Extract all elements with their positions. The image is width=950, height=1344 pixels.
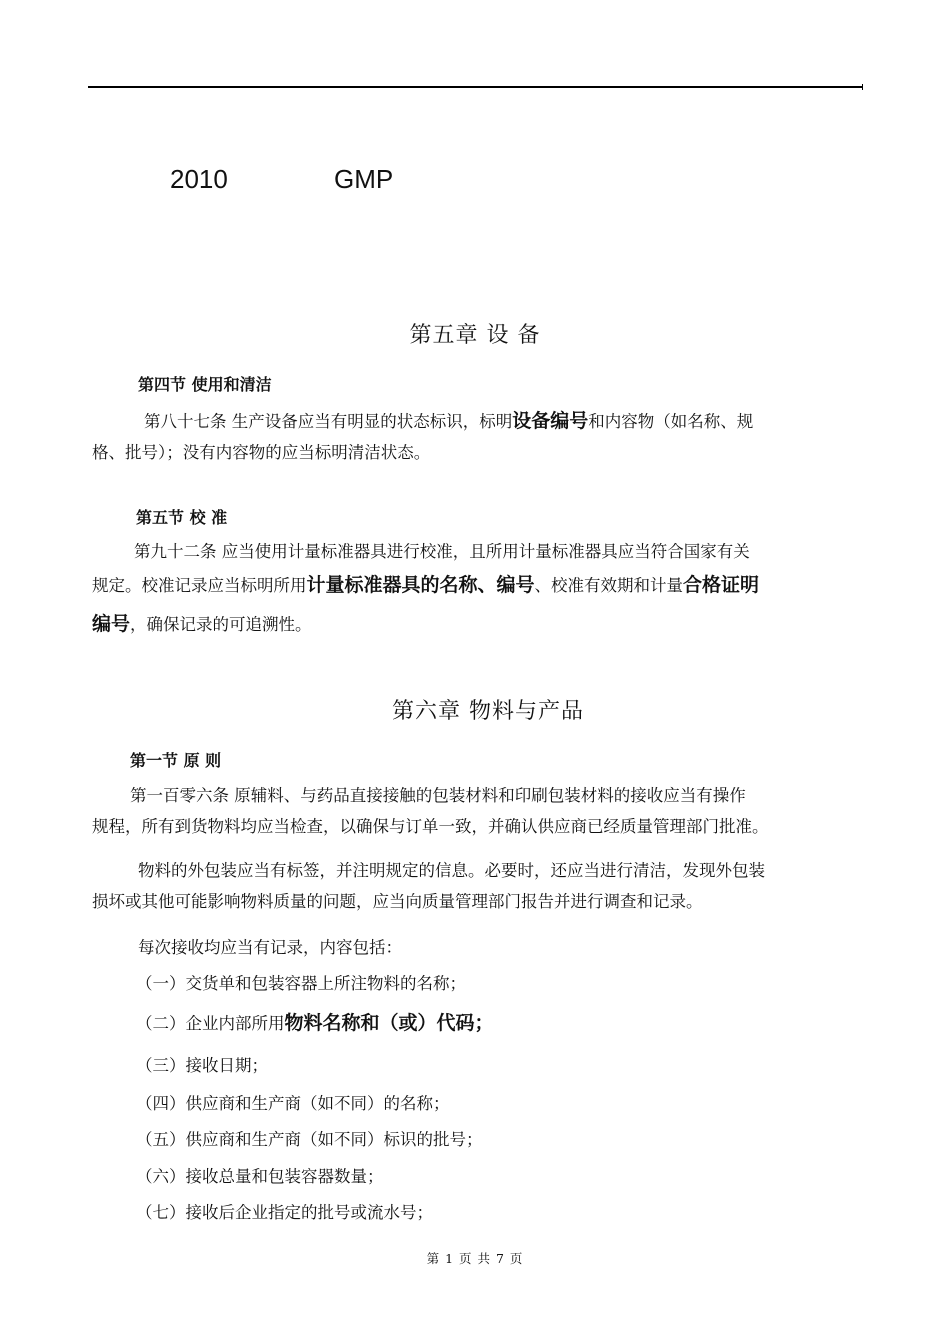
article-92-emphasis-1: 计量标准器具的名称、编号: [306, 574, 535, 596]
list-item: （一）交货单和包装容器上所注物料的名称；: [136, 974, 466, 993]
list-item: （七）接收后企业指定的批号或流水号；: [136, 1203, 433, 1222]
article-92-emphasis-3: 编号: [92, 613, 131, 635]
chapter6-title: 第六章 物料与产品: [392, 699, 584, 724]
list-item: （六）接收总量和包装容器数量；: [136, 1167, 384, 1186]
chapter5-section5-title: 第五节 校 准: [136, 508, 228, 527]
header-rule-tick: [862, 84, 863, 90]
article-92-text-a: 规定。校准记录应当标明所用: [92, 576, 307, 595]
header-rule: [88, 86, 862, 88]
article-87-text-b: 和内容物（如名称、规: [588, 412, 754, 431]
outer-packaging-line2: 损坏或其他可能影响物料质量的问题，应当向质量管理部门报告并进行调查和记录。: [92, 892, 703, 911]
article-92-emphasis-2: 合格证明: [683, 574, 760, 596]
article-92: [92, 536, 862, 645]
article-87-emphasis: 设备编号: [512, 410, 589, 432]
list-item-text: （二）企业内部所用: [136, 1014, 285, 1033]
paragraph-receipt-record: 每次接收均应当有记录，内容包括：: [138, 938, 402, 957]
header-code: GMP: [334, 164, 394, 194]
chapter5-section4-title: 第四节 使用和清洁: [138, 375, 272, 394]
article-106: [92, 780, 862, 842]
list-item: （三）接收日期；: [136, 1056, 268, 1075]
paragraph-outer-packaging: [92, 855, 862, 917]
article-87-line2: 格、批号）；没有内容物的应当标明清洁状态。: [92, 443, 431, 462]
article-92-line2: [92, 567, 862, 604]
chapter6-section1-title: 第一节 原 则: [130, 751, 222, 770]
list-item: （五）供应商和生产商（如不同）标识的批号；: [136, 1130, 483, 1149]
list-item: [136, 1008, 494, 1035]
article-87: [92, 406, 862, 468]
article-87-line1: [92, 406, 862, 437]
outer-packaging-line1: 物料的外包装应当有标签，并注明规定的信息。必要时，还应当进行清洁，发现外包装: [138, 861, 765, 880]
article-92-text-b: 、校准有效期和计量: [534, 576, 684, 595]
list-item: （四）供应商和生产商（如不同）的名称；: [136, 1094, 450, 1113]
article-106-line1: 第一百零六条 原辅料、与药品直接接触的包装材料和印刷包装材料的接收应当有操作: [130, 786, 746, 805]
article-106-line2: 规程，所有到货物料均应当检查，以确保与订单一致，并确认供应商已经质量管理部门批准。: [92, 817, 769, 836]
list-item-emphasis: 物料名称和（或）代码；: [284, 1012, 494, 1034]
header-year: 2010: [170, 164, 228, 194]
article-92-text-c: ，确保记录的可追溯性。: [130, 615, 312, 634]
article-92-line1: 第九十二条 应当使用计量标准器具进行校准，且所用计量标准器具应当符合国家有关: [134, 542, 750, 561]
chapter5-title: 第五章 设 备: [409, 323, 541, 348]
article-87-text-a: 第八十七条 生产设备应当有明显的状态标识，标明: [144, 412, 513, 431]
page-footer: 第 1 页 共 7 页: [426, 1251, 524, 1266]
article-92-line3: [92, 604, 862, 645]
